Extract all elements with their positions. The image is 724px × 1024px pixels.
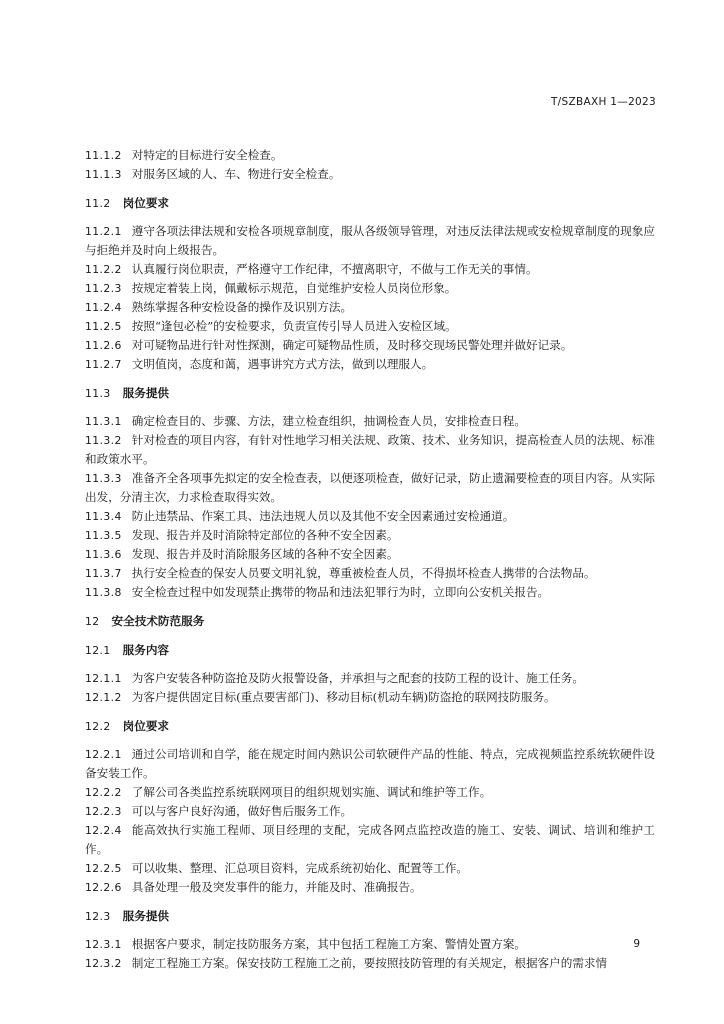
clause-item [85,431,655,469]
clause-number: 12.1.2 [85,691,122,704]
clause-number: 12.2.6 [85,881,122,894]
clause-number: 11.3.8 [85,586,122,599]
clause-number: 11.2.5 [85,320,122,333]
clause-text: 根据客户要求，制定技防服务方案，其中包括工程施工方案、警情处置方案。 [131,937,526,951]
clause-number: 11.2.6 [85,339,122,352]
clause-number: 12.2.3 [85,805,122,818]
section-heading [85,907,655,926]
clause-number: 11.3.2 [85,434,122,447]
clause-number: 11.2.1 [85,225,122,238]
clause-text: 安全检查过程中如发现禁止携带的物品和违法犯罪行为时，立即向公安机关报告。 [131,585,550,599]
clause-text: 可以收集、整理、汇总项目资料，完成系统初始化、配置等工作。 [131,861,468,875]
clause-item [85,669,655,688]
clause-item [85,222,655,260]
clause-number: 11.1.2 [85,149,122,162]
clause-number: 12 [85,615,100,628]
clause-number: 11.3.3 [85,472,122,485]
clause-item [85,783,655,802]
clause-text: 确定检查目的、步骤、方法，建立检查组织，抽调检查人员，安排检查日程。 [131,414,526,428]
clause-text: 能高效执行实施工程师、项目经理的支配，完成各网点监控改造的施工、安装、调试、培训和维护工作。 [85,823,655,856]
clause-item [85,260,655,279]
clause-item [85,279,655,298]
clause-text: 准备齐全各项事先拟定的安全检查表，以便逐项检查，做好记录，防止遗漏要检查的项目内容。从实际出发，分清主次，力求检查取得实效。 [85,471,655,504]
clause-text: 发现、报告并及时消除特定部位的各种不安全因素。 [131,528,399,542]
clause-item [85,564,655,583]
clause-item [85,745,655,783]
clause-item [85,355,655,374]
clause-text: 熟练掌握各种安检设备的操作及识别方法。 [131,300,353,314]
clause-number: 11.2.3 [85,282,122,295]
clause-number: 11.3.7 [85,567,122,580]
page-number: 9 [633,938,640,950]
clause-number: 11.2.4 [85,301,122,314]
document-body [85,146,655,973]
clause-text: 了解公司各类监控系统联网项目的组织规划实施、调试和维护等工作。 [131,785,492,799]
clause-item [85,802,655,821]
clause-number: 11.2.7 [85,358,122,371]
clause-item [85,688,655,707]
clause-item [85,469,655,507]
clause-text: 遵守各项法律法规和安检各项规章制度，服从各级领导管理，对违反法律法规或安检规章制度的现象应与拒绝并及时向上级报告。 [85,224,655,257]
clause-text: 为客户安装各种防盗抢及防火报警设备，并承担与之配套的技防工程的设计、施工任务。 [131,671,584,685]
clause-number: 12.3.1 [85,938,122,951]
clause-item [85,412,655,431]
clause-text: 按规定着装上岗，佩戴标示规范，自觉维护安检人员岗位形象。 [131,281,457,295]
clause-text: 可以与客户良好沟通，做好售后服务工作。 [131,804,353,818]
clause-text: 防止违禁品、作案工具、违法违规人员以及其他不安全因素通过安检通道。 [131,509,515,523]
heading-text: 安全技术防范服务 [111,614,205,628]
clause-item [85,821,655,859]
heading-text: 岗位要求 [122,719,170,733]
document-code: T/SZBAXH 1—2023 [550,96,656,108]
clause-item [85,583,655,602]
clause-item [85,317,655,336]
heading-text: 服务提供 [122,909,170,923]
clause-text: 为客户提供固定目标(重点要害部门)、移动目标(机动车辆)防盗抢的联网技防服务。 [131,690,556,704]
section-heading [85,641,655,660]
clause-text: 对特定的目标进行安全检查。 [131,148,283,162]
clause-text: 文明值岗，态度和蔼，遇事讲究方式方法，做到以理服人。 [131,357,434,371]
clause-number: 11.2.2 [85,263,122,276]
clause-text: 针对检查的项目内容，有针对性地学习相关法规、政策、技术、业务知识，提高检查人员的法规、标准和政策水平。 [85,433,655,466]
section-heading [85,717,655,736]
clause-number: 12.2.1 [85,748,122,761]
clause-text: 具备处理一般及突发事件的能力，并能及时、准确报告。 [131,880,422,894]
clause-number: 12.2.2 [85,786,122,799]
clause-number: 11.3.5 [85,529,122,542]
clause-number: 12.1 [85,644,111,657]
clause-text: 制定工程施工方案。保安技防工程施工之前，要按照技防管理的有关规定，根据客户的需求情 [131,956,608,970]
clause-number: 12.3.2 [85,957,122,970]
clause-item [85,545,655,564]
clause-item [85,298,655,317]
clause-text: 执行安全检查的保安人员要文明礼貌，尊重被检查人员，不得损坏检查人携带的合法物品。 [131,566,596,580]
clause-number: 11.3.4 [85,510,122,523]
clause-item [85,507,655,526]
clause-item [85,165,655,184]
clause-text: 对服务区域的人、车、物进行安全检查。 [131,167,341,181]
clause-item [85,526,655,545]
clause-item [85,878,655,897]
clause-number: 12.1.1 [85,672,122,685]
section-heading [85,384,655,403]
clause-number: 11.3 [85,387,111,400]
clause-number: 12.3 [85,910,111,923]
section-heading [85,194,655,213]
clause-item [85,954,655,973]
clause-number: 12.2.4 [85,824,122,837]
clause-number: 11.3.6 [85,548,122,561]
clause-item [85,935,655,954]
clause-text: 认真履行岗位职责，严格遵守工作纪律，不擅离职守，不做与工作无关的事情。 [131,262,538,276]
clause-item [85,859,655,878]
clause-text: 对可疑物品进行针对性探测，确定可疑物品性质，及时移交现场民警处理并做好记录。 [131,338,573,352]
clause-number: 11.2 [85,197,111,210]
section-heading [85,612,655,631]
clause-number: 11.3.1 [85,415,122,428]
heading-text: 服务提供 [122,386,170,400]
clause-item [85,146,655,165]
clause-text: 通过公司培训和自学，能在规定时间内熟识公司软硬件产品的性能、特点，完成视频监控系统软硬件设备安装工作。 [85,747,655,780]
clause-text: 按照“逢包必检”的安检要求，负责宣传引导人员进入安检区域。 [131,319,457,333]
clause-item [85,336,655,355]
heading-text: 岗位要求 [122,196,170,210]
clause-text: 发现、报告并及时消除服务区域的各种不安全因素。 [131,547,399,561]
clause-number: 12.2 [85,720,111,733]
clause-number: 12.2.5 [85,862,122,875]
heading-text: 服务内容 [122,643,170,657]
clause-number: 11.1.3 [85,168,122,181]
